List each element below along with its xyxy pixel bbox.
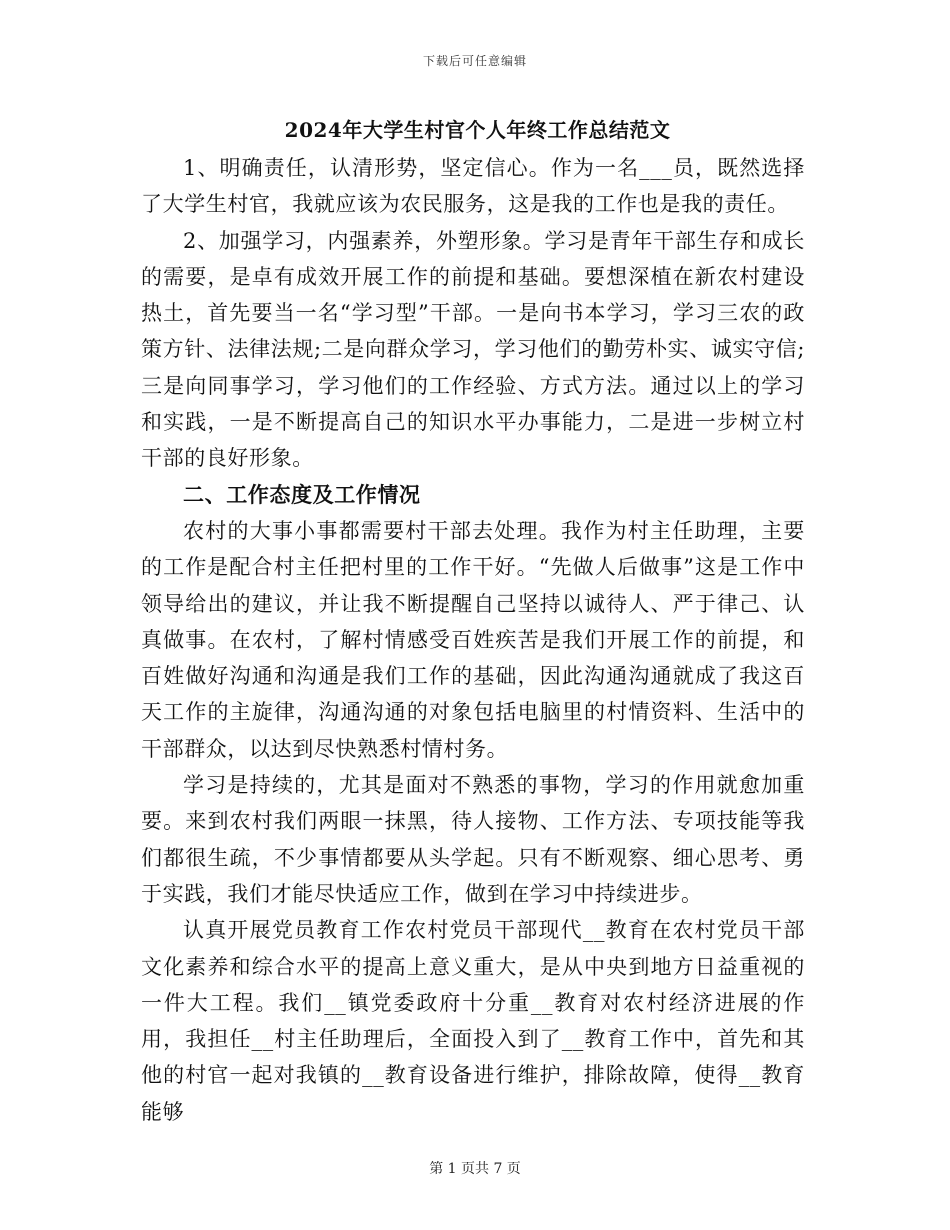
header-note: 下载后可任意编辑 bbox=[422, 54, 527, 68]
paragraph-3: 农村的大事小事都需要村干部去处理。我作为村主任助理，主要的工作是配合村主任把村里的工作干好。“先做人后做事”这是工作中领导给出的建议，并让我不断提醒自己坚持以诚待人、严于律己、认真做事。在农村，了解村情感受百姓疾苦是我们开展工作的前提，和百姓做好沟通和沟通是我们工作的基础，因此沟通沟通就成了我这百天工作的主旋律，沟通沟通的对象包括电脑里的村情资料、生活中的干部群众，以达到尽快熟悉村情村务。 bbox=[141, 518, 805, 761]
paragraph-5: 认真开展党员教育工作农村党员干部现代__教育在农村党员干部文化素养和综合水平的提高上意义重大，是从中央到地方日益重视的一件大工程。我们__镇党委政府十分重__教育对农村经济进展的作用，我担任__村主任助理后，全面投入到了__教育工作中，首先和其他的村官一起对我镇的__教育设备进行维护，排除故障，使得__教育能够 bbox=[141, 918, 805, 1124]
document-body bbox=[141, 150, 805, 1130]
section-heading: 二、工作态度及工作情况 bbox=[183, 481, 421, 507]
page-title: 2024年大学生村官个人年终工作总结范文 bbox=[284, 118, 671, 142]
page-number: 第 1 页共 7 页 bbox=[429, 1161, 521, 1177]
paragraph-4: 学习是持续的，尤其是面对不熟悉的事物，学习的作用就愈加重要。来到农村我们两眼一抹黑，待人接物、工作方法、专项技能等我们都很生疏，不少事情都要从头学起。只有不断观察、细心思考、勇于实践，我们才能尽快适应工作，做到在学习中持续进步。 bbox=[141, 773, 805, 906]
paragraph-1: 1、明确责任，认清形势，坚定信心。作为一名___员，既然选择了大学生村官，我就应该为农民服务，这是我的工作也是我的责任。 bbox=[141, 156, 805, 217]
paragraph-2: 2、加强学习，内强素养，外塑形象。学习是青年干部生存和成长的需要，是卓有成效开展工作的前提和基础。要想深植在新农村建设热土，首先要当一名“学习型”干部。一是向书本学习，学习三农的政策方针、法律法规;二是向群众学习，学习他们的勤劳朴实、诚实守信;三是向同事学习，学习他们的工作经验、方式方法。通过以上的学习和实践，一是不断提高自己的知识水平办事能力，二是进一步树立村干部的良好形象。 bbox=[141, 228, 805, 471]
